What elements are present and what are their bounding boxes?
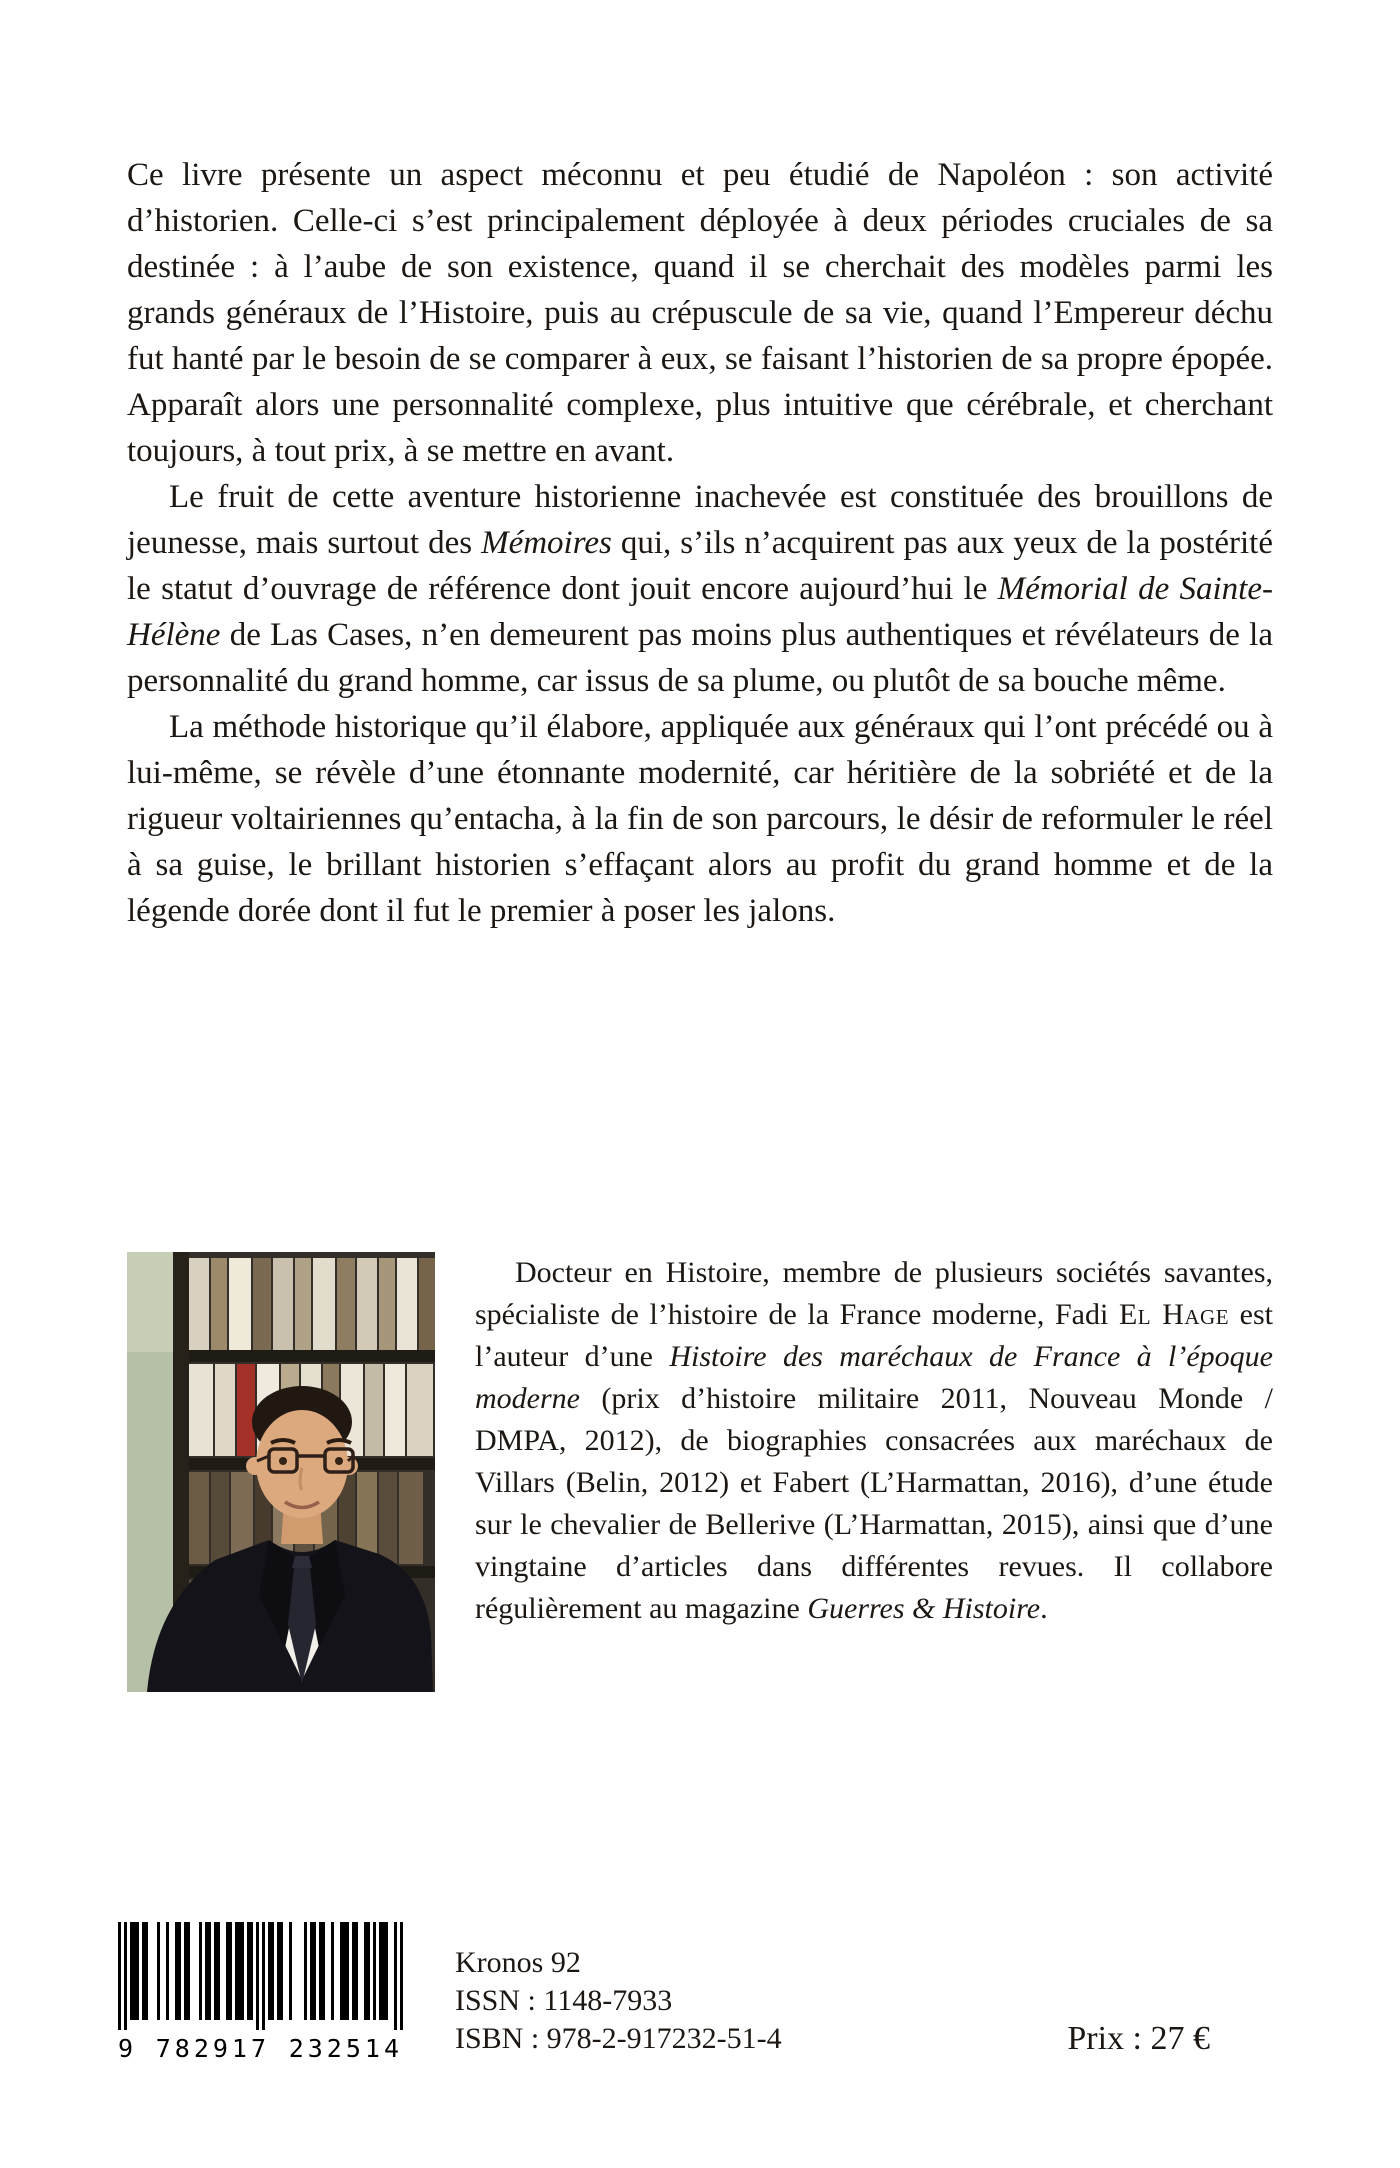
- price: Prix : 27 €: [1067, 2020, 1210, 2057]
- synopsis-paragraph-2: [127, 474, 1273, 704]
- text-run: .: [1040, 1592, 1048, 1625]
- barcode-digits-right: 232514: [288, 2034, 403, 2063]
- work-title-memorial-sainte-helene: Mémorial de Sainte-Hélène: [127, 571, 1273, 653]
- barcode-digits-left: 782917: [155, 2034, 271, 2063]
- text-run: est l’auteur d’une: [475, 1298, 1273, 1373]
- work-title-histoire-marechaux: Histoire des maréchaux de France à l’époque moderne: [475, 1340, 1273, 1415]
- issn: ISSN : 1148-7933: [455, 1984, 673, 2017]
- author-photo-illustration: [127, 1252, 435, 1692]
- collection-number: Kronos 92: [455, 1946, 581, 1979]
- text-run: qui, s’ils n’acquirent pas aux yeux de la postérité le statut d’ouvrage de référence dont jouit encore aujourd’hui le: [127, 525, 1273, 607]
- author-section: [127, 1252, 1273, 1692]
- author-photo: [127, 1252, 435, 1692]
- magazine-title-guerres-histoire: Guerres & Histoire: [807, 1592, 1041, 1625]
- work-title-memoires: Mémoires: [481, 525, 612, 561]
- synopsis-section: [127, 152, 1273, 934]
- author-bio: [475, 1252, 1273, 1630]
- synopsis-paragraph-1: Ce livre présente un aspect méconnu et peu étudié de Napoléon : son activité d’historien. Celle-ci s’est principalement déployée à deux périodes cruciales de sa destinée : à l’aube de son existence, quand il se cherchait des modèles parmi les grands généraux de l’Histoire, puis au crépuscule de sa vie, quand l’Empereur déchu fut hanté par le besoin de se comparer à eux, se faisant l’historien de sa propre épopée. Apparaît alors une personnalité complexe, plus intuitive que cérébrale, et cherchant toujours, à tout prix, à se mettre en avant.: [127, 157, 1273, 469]
- text-run: Le fruit de cette aventure historienne inachevée est constituée des brouillons de jeunesse, mais surtout des: [127, 479, 1273, 561]
- barcode-bars: [118, 1922, 403, 2030]
- barcode: [118, 1922, 403, 2063]
- publication-info: [455, 1944, 782, 2058]
- isbn: ISBN : 978-2-917232-51-4: [455, 2022, 782, 2055]
- barcode-number: [118, 2034, 403, 2063]
- text-run: (prix d’histoire militaire 2011, Nouveau Monde / DMPA, 2012), de biographies consacrées aux maréchaux de Villars (Belin, 2012) et Fabert (L’Harmattan, 2016), d’une étude sur le chevalier de Bellerive (L’Harmattan, 2015), ainsi que d’une vingtaine d’articles dans différentes revues. Il collabore régulièrement au magazine: [475, 1382, 1273, 1625]
- text-run: Docteur en Histoire, membre de plusieurs sociétés savantes, spécialiste de l’histoire de la France moderne, Fadi: [475, 1256, 1273, 1331]
- barcode-digit-lead: 9: [118, 2034, 138, 2063]
- synopsis-paragraph-3: La méthode historique qu’il élabore, appliquée aux généraux qui l’ont précédé ou à lui-même, se révèle d’une étonnante modernité, car héritière de la sobriété et de la rigueur voltairiennes qu’entacha, à la fin de son parcours, le désir de reformuler le réel à sa guise, le brillant historien s’effaçant alors au profit du grand homme et de la légende dorée dont il fut le premier à poser les jalons.: [127, 709, 1273, 929]
- text-run: de Las Cases, n’en demeurent pas moins plus authentiques et révélateurs de la personnalité du grand homme, car issus de sa plume, ou plutôt de sa bouche même.: [127, 617, 1273, 699]
- author-name: El Hage: [1118, 1298, 1230, 1331]
